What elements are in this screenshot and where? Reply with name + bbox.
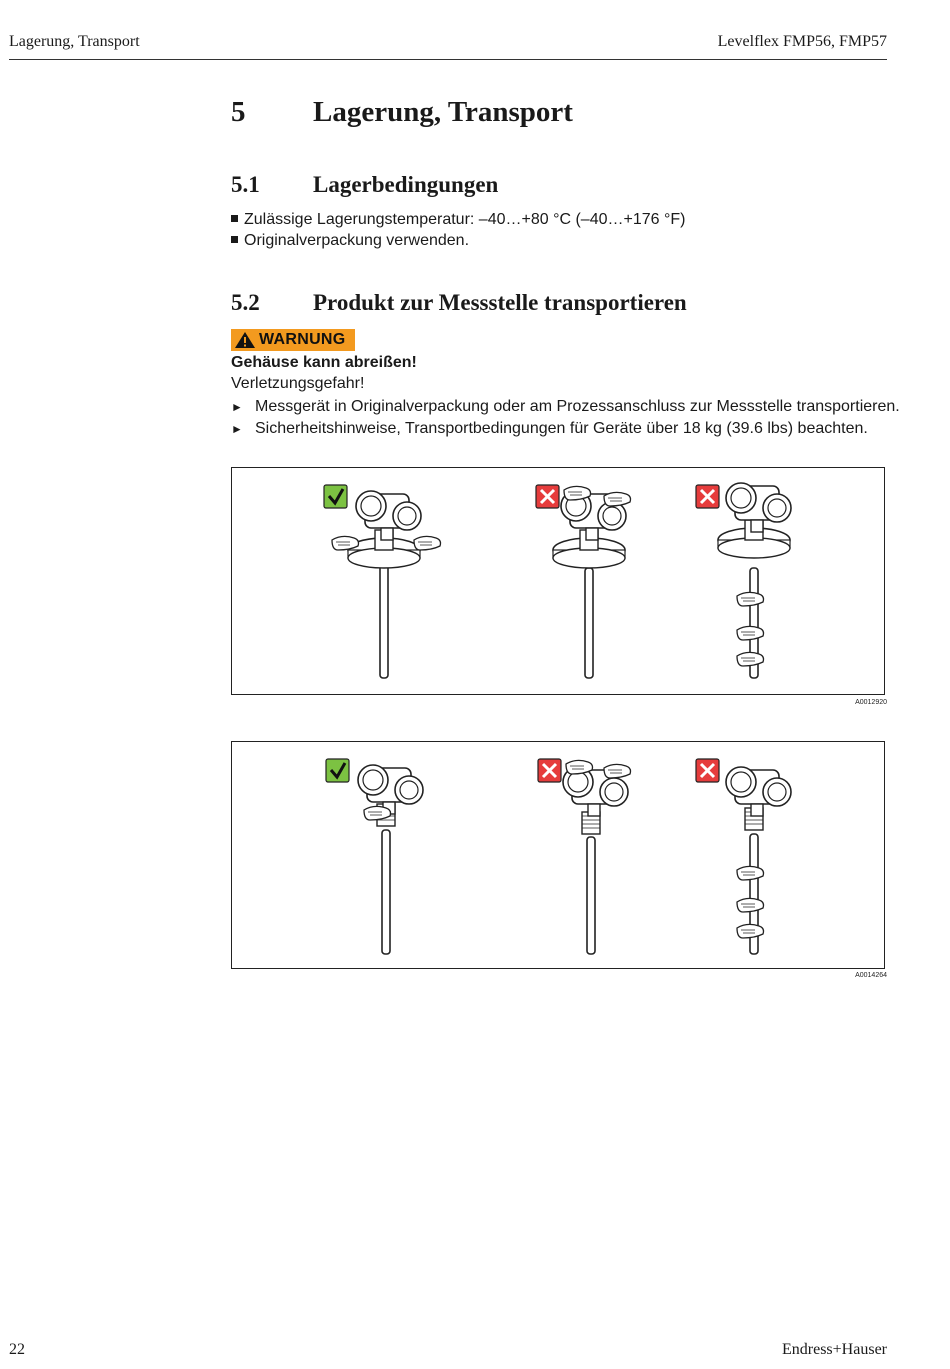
- cross-icon: [536, 485, 559, 508]
- chapter-number: 5: [231, 96, 246, 128]
- list-item: ► Sicherheitshinweise, Transportbedingungen für Geräte über 18 kg (39.6 lbs) beachten.: [231, 418, 900, 440]
- cross-icon: [538, 759, 561, 782]
- figure-thread-transport: [231, 741, 885, 969]
- brand-name: Endress+Hauser: [782, 1341, 887, 1358]
- list-item: Zulässige Lagerungstemperatur: –40…+80 °C (–40…+176 °F): [231, 209, 685, 230]
- warning-subtitle: Verletzungsgefahr!: [231, 375, 365, 392]
- figure-code: A0014264: [855, 972, 887, 979]
- section-title: Produkt zur Messstelle transportieren: [313, 290, 687, 315]
- device-ok: [332, 491, 441, 678]
- warning-steps: [231, 396, 900, 440]
- arrow-right-icon: ►: [231, 400, 243, 414]
- cross-icon: [696, 485, 719, 508]
- chapter-title: Lagerung, Transport: [313, 96, 573, 128]
- device-wrong-rod: [726, 767, 791, 954]
- section-title: Lagerbedingungen: [313, 172, 499, 197]
- list-item: Originalverpackung verwenden.: [231, 230, 685, 251]
- page-number: 22: [9, 1341, 25, 1358]
- header-divider: [9, 59, 887, 60]
- check-icon: [326, 759, 349, 782]
- device-wrong-housing: [563, 760, 631, 954]
- running-header-section: Lagerung, Transport: [9, 33, 140, 50]
- device-ok: [358, 765, 423, 954]
- flange-transport-illustration: [232, 468, 886, 696]
- square-bullet-icon: [231, 215, 238, 222]
- section-number: 5.2: [231, 290, 260, 315]
- check-icon: [324, 485, 347, 508]
- cross-icon: [696, 759, 719, 782]
- chapter-heading: [231, 96, 573, 129]
- warning-badge: [231, 329, 355, 351]
- figure-flange-transport: [231, 467, 885, 695]
- arrow-right-icon: ►: [231, 422, 243, 436]
- warning-label: WARNUNG: [259, 331, 346, 348]
- list-item: ► Messgerät in Originalverpackung oder am Prozessanschluss zur Messstelle transportieren.: [231, 396, 900, 418]
- section-number: 5.1: [231, 172, 260, 197]
- figure-code: A0012920: [855, 699, 887, 706]
- warning-triangle-icon: [234, 331, 256, 349]
- thread-transport-illustration: [232, 742, 886, 970]
- square-bullet-icon: [231, 236, 238, 243]
- storage-conditions-list: [231, 209, 685, 251]
- section-heading-storage: [231, 172, 498, 198]
- section-heading-transport: [231, 290, 687, 316]
- device-wrong-rod: [718, 483, 791, 678]
- warning-title: Gehäuse kann abreißen!: [231, 354, 417, 371]
- device-wrong-housing: [553, 486, 631, 678]
- running-header-product: Levelflex FMP56, FMP57: [717, 33, 887, 50]
